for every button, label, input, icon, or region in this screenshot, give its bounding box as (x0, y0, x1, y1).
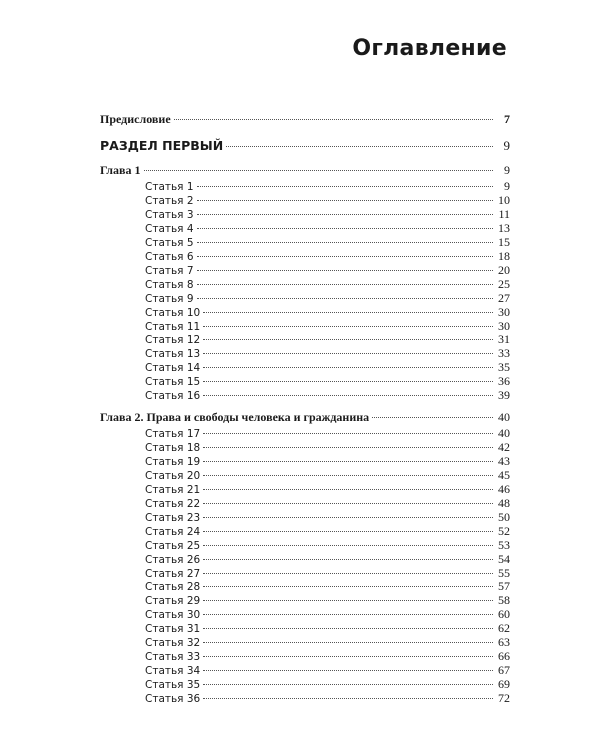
toc-entry-article[interactable] (100, 482, 510, 497)
dot-leader (203, 475, 493, 476)
toc-entry-article[interactable] (100, 263, 510, 278)
toc-entry-page: 67 (498, 663, 510, 678)
toc-entry-article[interactable] (100, 691, 510, 706)
toc-entry-label: Статья 31 (145, 623, 201, 636)
toc-entry-article[interactable] (100, 277, 510, 292)
toc-entry-label: Глава 1 (100, 163, 141, 177)
toc-entry-article[interactable] (100, 510, 510, 525)
dot-leader (203, 461, 493, 462)
toc-entry-label: Статья 14 (145, 362, 201, 375)
dot-leader (197, 270, 493, 271)
dot-leader (203, 353, 493, 354)
dot-leader (197, 298, 493, 299)
toc-entry-section-1[interactable] (100, 139, 510, 153)
toc-entry-article[interactable] (100, 635, 510, 650)
dot-leader (203, 531, 493, 532)
toc-entry-label: Статья 6 (145, 250, 194, 263)
toc-entry-page: 7 (504, 112, 510, 126)
dot-leader (203, 614, 493, 615)
toc-entry-label: РАЗДЕЛ ПЕРВЫЙ (100, 138, 224, 153)
toc-entry-page: 69 (498, 677, 510, 692)
toc-entry-article[interactable] (100, 374, 510, 389)
dot-leader (197, 256, 493, 257)
toc-entry-page: 57 (498, 579, 510, 594)
toc-entry-page: 36 (498, 374, 510, 389)
dot-leader (203, 381, 493, 382)
toc-entry-label: Статья 17 (145, 428, 201, 440)
toc-entry-label: Статья 12 (145, 334, 201, 347)
dot-leader (203, 656, 493, 657)
toc-entry-article[interactable] (100, 552, 510, 567)
dot-leader (203, 586, 493, 587)
toc-entry-page: 48 (498, 495, 510, 510)
toc-entry-label: Статья 11 (145, 320, 201, 333)
toc-entry-page: 15 (498, 234, 510, 249)
toc-entry-page: 9 (503, 138, 510, 153)
toc-entry-article[interactable] (100, 607, 510, 622)
toc-entry-article[interactable] (100, 249, 510, 264)
toc-entry-label: Статья 7 (145, 264, 194, 277)
toc-entry-page: 9 (504, 179, 510, 193)
toc-entry-page: 18 (498, 248, 510, 263)
dot-leader (203, 367, 493, 368)
toc-entry-page: 27 (498, 290, 510, 305)
dot-leader (203, 642, 493, 643)
dot-leader (197, 214, 493, 215)
dot-leader (203, 503, 493, 504)
toc-entry-page: 58 (498, 593, 510, 608)
toc-entry-page: 33 (498, 346, 510, 361)
toc-entry-page: 62 (498, 621, 510, 636)
toc-entry-page: 54 (498, 551, 510, 566)
dot-leader (203, 684, 493, 685)
toc-entry-label: Статья 3 (145, 208, 194, 221)
toc-entry-page: 66 (498, 649, 510, 664)
toc-entry-article[interactable] (100, 649, 510, 664)
dot-leader (203, 573, 493, 574)
dot-leader (203, 326, 493, 327)
toc-entry-label: Статья 2 (145, 194, 194, 207)
dot-leader (203, 698, 493, 699)
toc-entry-page: 72 (498, 691, 510, 706)
toc-entry-page: 55 (498, 565, 510, 580)
toc-entry-page: 25 (498, 276, 510, 291)
toc-entry-article[interactable] (100, 221, 510, 236)
toc-entry-article[interactable] (100, 454, 510, 469)
toc-entry-page: 11 (498, 206, 510, 221)
toc-entry-label: Статья 5 (145, 236, 194, 249)
toc-entry-page: 30 (498, 304, 510, 319)
toc-entry-page: 60 (498, 607, 510, 622)
toc-entry-page: 52 (498, 523, 510, 538)
dot-leader (203, 559, 493, 560)
page-title: Оглавление (352, 36, 507, 61)
toc-entry-article[interactable] (100, 207, 510, 222)
toc-entry-label: Статья 25 (145, 539, 201, 552)
toc-entry-page: 45 (498, 467, 510, 482)
toc-entry-page: 20 (498, 262, 510, 277)
toc-entry-page: 39 (498, 388, 510, 403)
dot-leader (197, 200, 493, 201)
toc-entry-page: 10 (498, 192, 510, 207)
toc-entry-article[interactable] (100, 319, 510, 334)
toc-entry-label: Статья 29 (145, 595, 201, 608)
toc-entry-page: 46 (498, 481, 510, 496)
toc-entry-article[interactable] (100, 621, 510, 636)
toc-entry-article[interactable] (100, 496, 510, 511)
toc-entry-article[interactable] (100, 524, 510, 539)
dot-leader (226, 146, 493, 147)
dot-leader (203, 447, 493, 448)
toc-entry-page: 43 (498, 453, 510, 468)
toc-entry-page: 40 (498, 426, 510, 440)
dot-leader (197, 284, 493, 285)
dot-leader (197, 228, 493, 229)
toc-entry-label: Статья 9 (145, 292, 194, 305)
dot-leader (197, 186, 493, 187)
toc-entry-page: 40 (498, 410, 510, 424)
toc-entry-article[interactable] (100, 235, 510, 250)
toc-entry-label: Предисловие (100, 112, 171, 126)
toc-entry-label: Статья 36 (145, 693, 201, 706)
dot-leader (203, 433, 493, 434)
toc-entry-label: Статья 15 (145, 376, 201, 389)
toc-entry-article[interactable] (100, 538, 510, 553)
toc-entry-article[interactable] (100, 291, 510, 306)
toc-entry-label: Статья 13 (145, 348, 201, 361)
toc-entry-label: Статья 27 (145, 567, 201, 580)
toc-entry-preface[interactable] (100, 112, 510, 126)
toc-entry-label: Статья 20 (145, 469, 201, 482)
dot-leader (203, 670, 493, 671)
toc-entry-article[interactable] (100, 332, 510, 347)
toc-entry-article[interactable] (100, 677, 510, 692)
dot-leader (372, 417, 493, 418)
toc-entry-article[interactable] (100, 663, 510, 678)
toc-entry-label: Статья 1 (145, 181, 194, 193)
toc-entry-label: Статья 16 (145, 390, 201, 403)
toc-entry-label: Статья 32 (145, 637, 201, 650)
toc-entry-label: Статья 22 (145, 497, 201, 510)
toc-entry-page: 50 (498, 509, 510, 524)
toc-entry-label: Статья 21 (145, 483, 201, 496)
dot-leader (203, 312, 493, 313)
dot-leader (144, 170, 494, 171)
toc-entry-page: 63 (498, 635, 510, 650)
toc-entry-chapter-2[interactable] (100, 410, 510, 424)
dot-leader (203, 339, 493, 340)
dot-leader (203, 517, 493, 518)
toc-entry-article[interactable] (100, 566, 510, 581)
toc-entry-label: Статья 35 (145, 679, 201, 692)
toc-entry-article[interactable] (100, 468, 510, 483)
toc-entry-page: 42 (498, 439, 510, 454)
toc-entry-article[interactable] (100, 593, 510, 608)
toc-entry-article[interactable] (100, 579, 510, 594)
toc-entry-article[interactable] (100, 426, 510, 441)
toc-entry-article[interactable] (100, 388, 510, 403)
toc-entry-label: Статья 19 (145, 455, 201, 468)
toc-entry-label: Статья 26 (145, 553, 201, 566)
toc-entry-label: Статья 10 (145, 306, 201, 319)
toc-entry-page: 53 (498, 537, 510, 552)
toc-entry-label: Глава 2. Права и свободы человека и гражданина (100, 410, 370, 424)
toc-entry-page: 30 (498, 318, 510, 333)
dot-leader (203, 628, 493, 629)
toc-entry-chapter-1[interactable] (100, 163, 510, 177)
toc-entry-label: Статья 33 (145, 651, 201, 664)
dot-leader (203, 600, 493, 601)
toc-entry-page: 35 (498, 360, 510, 375)
toc-entry-article[interactable] (100, 346, 510, 361)
toc-entry-label: Статья 4 (145, 222, 194, 235)
dot-leader (197, 242, 493, 243)
dot-leader (203, 395, 493, 396)
dot-leader (174, 119, 493, 120)
toc-entry-article[interactable] (100, 305, 510, 320)
toc-entry-article[interactable] (100, 360, 510, 375)
dot-leader (203, 489, 493, 490)
toc-entry-page: 13 (498, 220, 510, 235)
toc-entry-label: Статья 34 (145, 665, 201, 678)
toc-entry-article[interactable] (100, 193, 510, 208)
toc-entry-page: 31 (498, 332, 510, 347)
toc-entry-label: Статья 24 (145, 525, 201, 538)
toc-entry-article[interactable] (100, 440, 510, 455)
toc-entry-article[interactable] (100, 179, 510, 194)
toc-entry-page: 9 (504, 163, 510, 177)
toc-entry-label: Статья 28 (145, 581, 201, 594)
dot-leader (203, 545, 493, 546)
toc-entry-label: Статья 23 (145, 511, 201, 524)
toc-entry-label: Статья 30 (145, 609, 201, 622)
toc-entry-label: Статья 8 (145, 278, 194, 291)
toc-entry-label: Статья 18 (145, 441, 201, 454)
